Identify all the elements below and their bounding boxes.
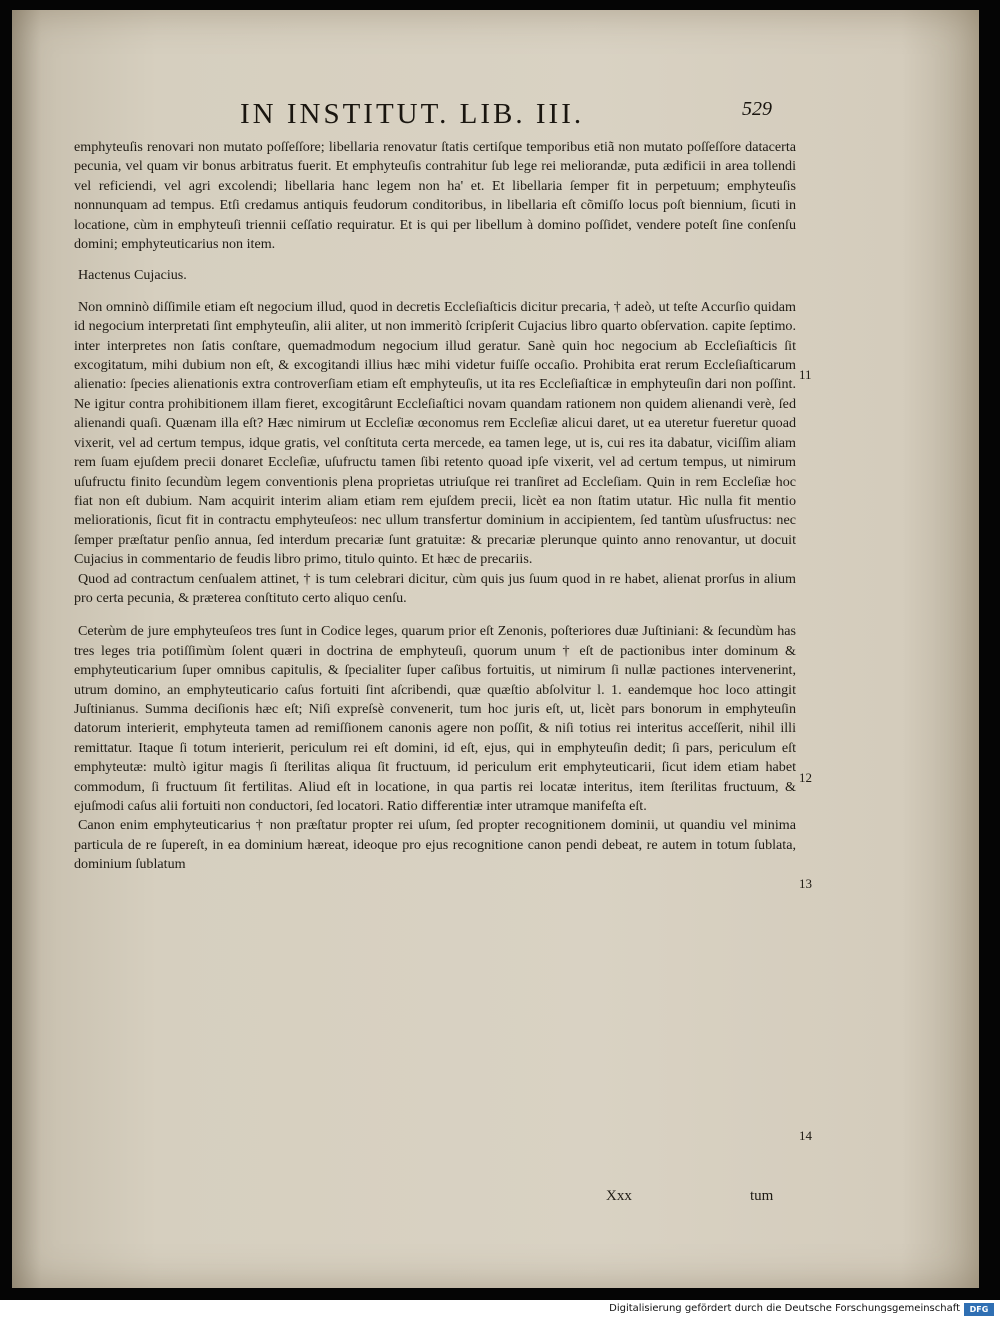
margin-number: 11 [799, 367, 812, 382]
footer-bar [0, 1300, 1000, 1320]
paragraph-hactenus: Hactenus Cujacius. [78, 267, 187, 284]
catchword: tum [750, 1188, 774, 1204]
dfg-logo-icon: DFG [964, 1303, 994, 1316]
page-number: 529 [742, 98, 772, 120]
paragraph-canon: Canon enim emphyteuticarius † non præſtatur propter rei uſum, ſed propter recognitionem dominii, ut quandiu vel minima particula de re ſupereſt, in ea dominium hæreat, ideoque pro ejus recognitione canon pendi debeat, re autem in totum ſublata, dominium ſublatum [74, 817, 796, 873]
running-head: IN INSTITUT. LIB. III. [240, 98, 585, 130]
paragraph-precaria: Non omninò diſſimile etiam eſt negocium illud, quod in decretis Eccleſiaſticis dicitur precaria, † adeò, ut teſte Accurſio quidam id negocium interpretati ſint emphyteuſin, alii aliter, ut non immeritò ſcripſerit Cujacius libro quarto obſervation. capite ſeptimo. inter interpretes non ſatis conſtare, quemadmodum negocium illud geratur. Sanè quin hoc negocium ab Eccleſiaſticis ſit excogitatum, mihi dubium non eſt, & excogitandi illius hæc mihi videtur fuiſſe occaſio. Prohibita erat rerum Eccleſiaſticarum alienatio: ſpecies alienationis extra controverſiam etiam eſt emphyteuſis, ut ita res Eccleſiaſticæ in emphyteuſin dari non poſſint. Ne igitur contra prohibitionem illam fieret, excogitârunt Eccleſiaſtici novam quandam rationem non quidem alienandi verè, ſed alienandi quaſi. Quænam illa eſt? Hæc nimirum ut Eccleſiæ œconomus rem Eccleſiæ alicui daret, ut ea uteretur fueretur quoad vixerit, vel ad certum tempus, idque gratis, vel conſtituta certa mercede, ea tamen lege, ut is, cui res ita dabatur, viciſſim aliam rem ſuam ejuſdem precii donaret Eccleſiæ, uſufructu tamen ſibi retento quoad ipſe vixerit, vel ad certum tempus, ut nimirum uſufructu finito ſecundùm legem conventionis plena proprietas utriuſque rei tranſiret ad Eccleſiam. Quin in rem Eccleſiæ hoc fiat non eſt dubium. Nam acquirit interim aliam etiam rem ejuſdem precii, licèt ea non ſtatim utatur. Hìc nulla fit mentio meliorationis, ſicut fit in contractu emphyteuſeos: nec ullum transfertur dominium in accipientem, ſed tantùm uſusfructus: nec ſemper præſtatur penſio annua, ſed interdum precariæ ſunt gratuitæ: & precariæ plerunque quinto anno renovantur, ut docuit Cujacius in commentario de feudis libro primo, titulo quinto. Et hæc de precariis. [74, 298, 796, 568]
book-page [12, 10, 979, 1288]
paragraph-cujacius-quote: emphyteuſis renovari non mutato poſſeſſore; libellaria renovatur ſtatis certiſque temporibus etiã non mutato poſſeſſore datacerta pecunia, vel quam vir bonus arbitratus fuerit. Et emphyteuſis contrahitur ſub lege rei meliorandæ, puta ædificii in area tollendi vel reficiendi, vel agri excolendi; libellaria hanc legem non ha' et. Et libellaria ſemper fit in perpetuum; emphyteuſis nonnunquam ad tempus. Etſi credamus antiquis feudorum conditoribus, in libellaria eſt cõmiſſo locus poſt biennium, ſicuti in locatione, cùm in emphyteuſi triennii ceſſatio requiratur. Et is qui per libellum à domino poſſidet, vendere poteſt ſine conſenſu domini; emphyteuticarius non item. [74, 139, 796, 253]
margin-number: 12 [799, 770, 812, 785]
paragraph-jus-emphyteuseos: Ceterùm de jure emphyteuſeos tres ſunt in Codice leges, quarum prior eſt Zenonis, poſteriores duæ Juſtiniani: & ſecundùm has tres leges tria potiſſimùm ſolent quæri in doctrina de emphyteuſi, quorum unum † eſt de pactionibus inter dominum & emphyteuticarium ſuper omnibus capitulis, & ſpecialiter ſuper caſibus fortuitis, ut nimirum ſi nullæ pactiones intervenerint, utrum domino, an emphyteuticario caſus fortuiti ſint aſcribendi, quæ quæſtio abſolvitur l. 1. eandemque hoc loco attingit Juſtinianus. Summa deciſionis hæc eſt; Niſi expreſsè convenerit, tum hoc juris eſt, ut, licèt pars bonorum in emphyteuſin datorum interierit, emphyteuta tamen ad remiſſionem canonis agere non poſſit, & niſi totius rei interitus acceſſerit, nihil illi remittatur. Itaque ſi totum interierit, periculum rei eſt domini, id eſt, ejus, qui in emphyteuſin dedit; ſi pars, periculum eſt emphyteutæ: multò igitur magis ſi ſterilitas aliqua ſit fructuum, id periculum erit emphyteuticarii, ſicut idem etiam habet commodum, ſi fructuum ſit fertilitas. Aliud eſt in locatione, in qua partis rei locatæ interitus, item ſterilitas fructuum, & ejuſmodi caſus alii fortuiti non conductori, ſed locatori. Ratio differentiæ inter utramque manifeſta eſt. [74, 623, 796, 814]
body-text [74, 138, 796, 875]
margin-number: 13 [799, 876, 812, 891]
margin-number: 14 [799, 1128, 812, 1143]
page-header [240, 92, 800, 132]
footer-credit: Digitalisierung gefördert durch die Deutsche Forschungsgemeinschaft [609, 1303, 960, 1314]
signature-mark: Xxx [606, 1188, 632, 1204]
paragraph-contractus-censualis: Quod ad contractum cenſualem attinet, † is tum celebrari dicitur, cùm quis jus ſuum quod in re habet, alienat prorſus in alium pro certa pecunia, & præterea conſtituto certo aliquo cenſu. [74, 570, 796, 606]
